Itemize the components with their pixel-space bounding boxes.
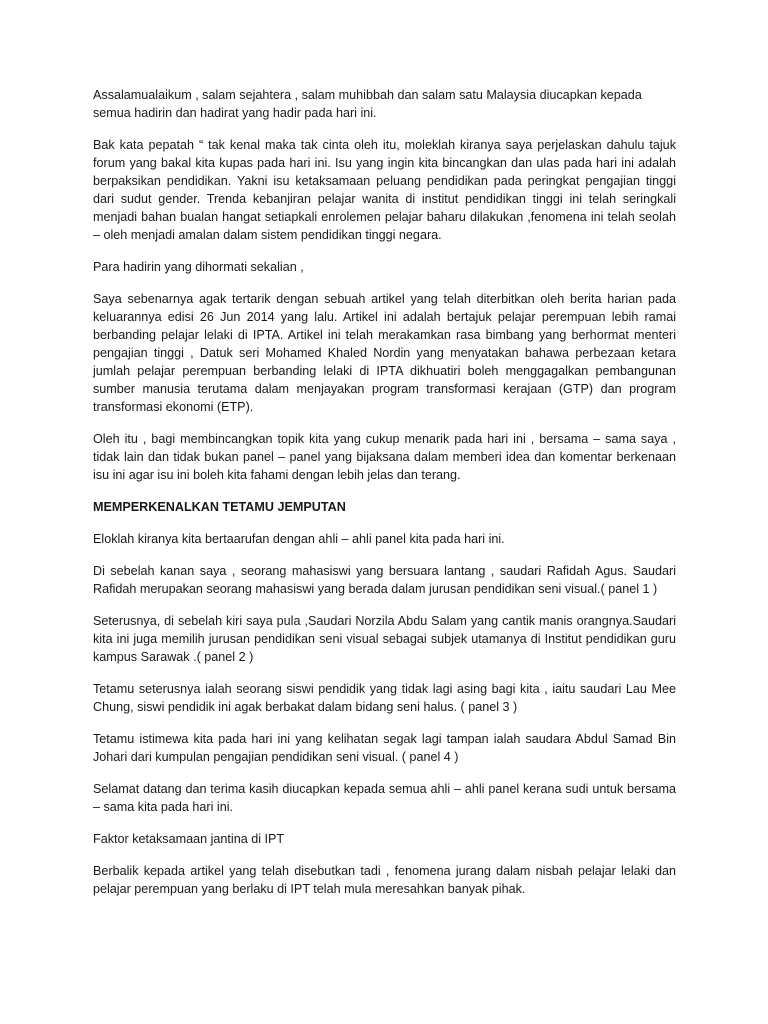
paragraph-greeting: Assalamualaikum , salam sejahtera , salam muhibbah dan salam satu Malaysia diucapkan kepada semua hadirin dan hadirat yang hadir pada hari ini.	[93, 88, 642, 120]
paragraph-welcome: Selamat datang dan terima kasih diucapkan kepada semua ahli – ahli panel kerana sudi untuk bersama – sama kita pada hari ini.	[93, 782, 676, 814]
paragraph-introduction: Bak kata pepatah “ tak kenal maka tak cinta oleh itu, moleklah kiranya saya perjelaskan dahulu tajuk forum yang bakal kita kupas pada hari ini. Isu yang ingin kita bincangkan dan ulas pada hari ini adalah berpaksikan pendidikan. Yakni isu ketaksamaan peluang pendidikan pada peringkat pengajian tinggi dari sudut gender. Trenda kebanjiran pelajar wanita di institut pendidikan tinggi ini telah seringkali menjadi bahan bualan hangat setiapkali enrolemen pelajar baharu dilakukan ,fenomena ini telah seolah – oleh menjadi amalan dalam sistem pendidikan tinggi negara.	[93, 138, 676, 242]
section-heading: MEMPERKENALKAN TETAMU JEMPUTAN	[93, 500, 346, 514]
paragraph-panel-4: Tetamu istimewa kita pada hari ini yang kelihatan segak lagi tampan ialah saudara Abdul Samad Bin Johari dari kumpulan pengajian pendidikan seni visual. ( panel 4 )	[93, 732, 676, 764]
paragraph-panel-3: Tetamu seterusnya ialah seorang siswi pendidik yang tidak lagi asing bagi kita , iaitu saudari Lau Mee Chung, siswi pendidik ini agak berbakat dalam bidang seni halus. ( panel 3 )	[93, 682, 676, 714]
paragraph-panel-1: Di sebelah kanan saya , seorang mahasiswi yang bersuara lantang , saudari Rafidah Agus. Saudari Rafidah merupakan seorang mahasiswi yang berada dalam jurusan pendidikan seni visual.( panel 1 )	[93, 564, 676, 596]
paragraph-panel-2: Seterusnya, di sebelah kiri saya pula ,Saudari Norzila Abdu Salam yang cantik manis orangnya.Saudari kita ini juga memilih jurusan pendidikan seni visual sebagai subjek utamanya di Institut pendidikan guru kampus Sarawak .( panel 2 )	[93, 614, 676, 664]
document-page	[93, 86, 676, 912]
paragraph-article-followup: Berbalik kepada artikel yang telah disebutkan tadi , fenomena jurang dalam nisbah pelajar lelaki dan pelajar perempuan yang berlaku di IPT telah mula meresahkan banyak pihak.	[93, 864, 676, 896]
paragraph-audience-address: Para hadirin yang dihormati sekalian ,	[93, 260, 304, 274]
paragraph-topic-transition: Oleh itu , bagi membincangkan topik kita yang cukup menarik pada hari ini , bersama – sama saya , tidak lain dan tidak bukan panel – panel yang bijaksana dalam memberi idea dan komentar berkenaan isu ini agar isu ini boleh kita fahami dengan lebih jelas dan terang.	[93, 432, 676, 482]
paragraph-panel-intro: Eloklah kiranya kita bertaarufan dengan ahli – ahli panel kita pada hari ini.	[93, 532, 505, 546]
paragraph-article-reference: Saya sebenarnya agak tertarik dengan sebuah artikel yang telah diterbitkan oleh berita harian pada keluarannya edisi 26 Jun 2014 yang lalu. Artikel ini adalah bertajuk pelajar perempuan lebih ramai berbanding pelajar lelaki di IPTA. Artikel ini telah merakamkan rasa bimbang yang berhormat menteri pengajian tinggi , Datuk seri Mohamed Khaled Nordin yang menyatakan bahawa perbezaan ketara jumlah pelajar perempuan berbanding lelaki di IPTA dikhuatiri boleh menggagalkan pembangunan sumber manusia terutama dalam menjayakan program transformasi kerajaan (GTP) dan program transformasi ekonomi (ETP).	[93, 292, 676, 414]
subheading-gender-factor: Faktor ketaksamaan jantina di IPT	[93, 832, 285, 846]
